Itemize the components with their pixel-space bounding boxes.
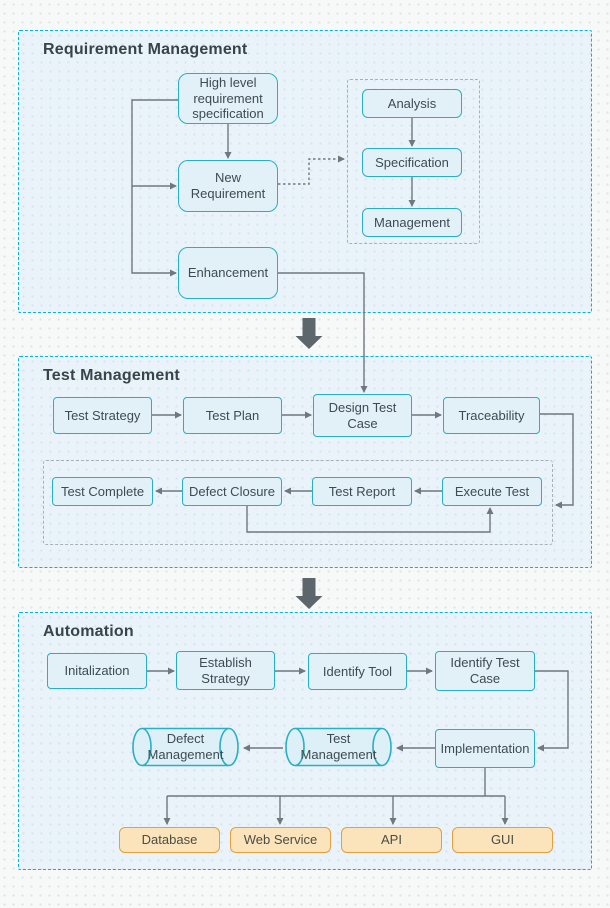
node-label: New Requirement xyxy=(190,170,266,201)
arrow-enhancement-to-designtestcase xyxy=(278,273,364,392)
node-test-complete xyxy=(52,477,153,506)
node-label: Execute Test xyxy=(454,483,530,499)
node-label: Identify Test Case xyxy=(450,655,520,686)
node-test-management-cylinder xyxy=(283,726,394,768)
node-implementation xyxy=(435,729,535,768)
node-traceability xyxy=(443,397,540,434)
node-defect-management-cylinder xyxy=(130,726,241,768)
node-initalization xyxy=(47,653,147,689)
node-label: High level requirement specification xyxy=(192,74,264,122)
node-new-requirement xyxy=(178,160,278,212)
node-web-service xyxy=(230,827,331,853)
node-label: Traceability xyxy=(458,407,525,423)
node-identify-test-case xyxy=(435,651,535,691)
node-label: Analysis xyxy=(387,95,437,111)
node-label: Database xyxy=(141,832,198,848)
node-test-plan xyxy=(183,397,282,434)
node-test-report xyxy=(312,477,412,506)
section-flow-arrow-icon xyxy=(296,318,323,349)
node-identify-tool xyxy=(308,653,407,690)
node-label: Identify Tool xyxy=(322,663,393,679)
node-label: Establish Strategy xyxy=(199,654,252,686)
node-label: Test Report xyxy=(328,483,396,499)
node-design-test-case xyxy=(313,394,412,437)
section-title-requirement-management: Requirement Management xyxy=(43,41,248,58)
node-execute-test xyxy=(442,477,542,506)
node-high-level-requirement-specification xyxy=(178,73,278,124)
arrow-traceability-to-testcycle xyxy=(540,414,573,505)
arrow-newrequirement-to-process-group xyxy=(278,159,344,184)
node-label: Initalization xyxy=(64,663,130,679)
arrow-branch-to-enhancement xyxy=(132,186,176,273)
node-label: Enhancement xyxy=(187,265,269,281)
node-label: Test Plan xyxy=(205,407,260,423)
node-specification xyxy=(362,148,462,177)
section-title-test-management: Test Management xyxy=(43,367,180,384)
node-label: Test Management xyxy=(300,731,377,762)
node-label: Design Test Case xyxy=(328,399,397,431)
arrow-identifytestcase-to-implementation xyxy=(535,671,568,748)
node-defect-closure xyxy=(182,477,282,506)
node-label: Test Complete xyxy=(60,483,145,499)
node-analysis xyxy=(362,89,462,118)
node-api xyxy=(341,827,442,853)
node-management xyxy=(362,208,462,237)
node-gui xyxy=(452,827,553,853)
node-test-strategy xyxy=(53,397,152,434)
node-label: GUI xyxy=(490,832,515,848)
node-enhancement xyxy=(178,247,278,299)
arrow-branch-to-newrequirement xyxy=(132,100,178,186)
node-label: API xyxy=(381,832,402,848)
node-label: Defect Management xyxy=(147,731,224,762)
node-label: Specification xyxy=(375,154,449,170)
node-label: Defect Closure xyxy=(189,483,275,499)
node-establish-strategy xyxy=(176,651,275,690)
section-flow-arrow-icon xyxy=(296,578,323,609)
node-label: Test Strategy xyxy=(64,407,141,423)
node-label: Web Service xyxy=(243,832,318,848)
arrow-defectclosure-to-executetest-loop xyxy=(247,506,490,532)
node-database xyxy=(119,827,220,853)
section-title-automation: Automation xyxy=(43,623,134,640)
node-label: Management xyxy=(374,214,450,230)
node-label: Implementation xyxy=(440,740,530,756)
